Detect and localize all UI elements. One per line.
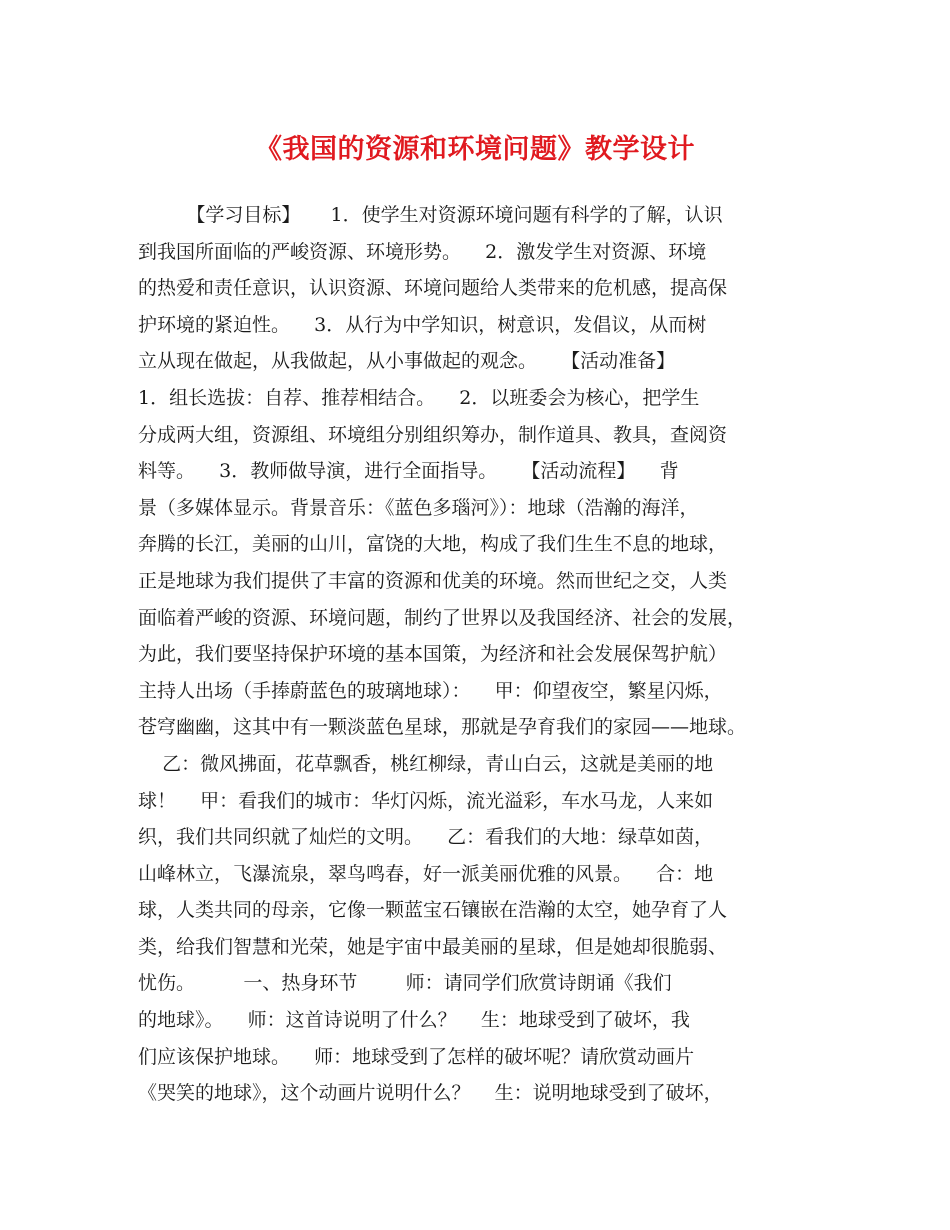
body-line: 们应该保护地球。 师：地球受到了怎样的破坏呢？请欣赏动画片 (138, 1045, 695, 1068)
body-line: 料等。 3．教师做导演，进行全面指导。 【活动流程】 背 (138, 460, 679, 483)
document-title: 《我国的资源和环境问题》教学设计 (255, 134, 695, 165)
body-line: 分成两大组，资源组、环境组分别组织筹办，制作道具、教具，查阅资 (138, 423, 728, 446)
body-line: 景（多媒体显示。背景音乐：《蓝色多瑙河》）：地球（浩瀚的海洋， (138, 496, 699, 519)
body-line: 苍穹幽幽，这其中有一颗淡蓝色星球，那就是孕育我们的家园——地球。 (138, 716, 747, 739)
body-line: 山峰林立，飞瀑流泉，翠鸟鸣春，好一派美丽优雅的风景。 合：地 (138, 862, 714, 885)
body-line: 忧伤。 一、热身环节 师：请同学们欣赏诗朗诵《我们 (138, 972, 672, 995)
body-line: 奔腾的长江，美丽的山川，富饶的大地，构成了我们生生不息的地球， (138, 533, 728, 556)
body-line: 1．组长选拔：自荐、推荐相结合。 2．以班委会为核心，把学生 (138, 386, 700, 409)
body-line: 球！ 甲：看我们的城市：华灯闪烁，流光溢彩，车水马龙，人来如 (138, 789, 714, 812)
body-line: 正是地球为我们提供了丰富的资源和优美的环境。然而世纪之交，人类 (138, 569, 728, 592)
body-line: 为此，我们要坚持保护环境的基本国策，为经济和社会发展保驾护航） (138, 643, 728, 666)
body-line: 主持人出场（手捧蔚蓝色的玻璃地球）： 甲：仰望夜空，繁星闪烁， (138, 679, 723, 702)
body-line: 乙：微风拂面，花草飘香，桃红柳绿，青山白云，这就是美丽的地 (138, 752, 714, 775)
body-line: 的热爱和责任意识，认识资源、环境问题给人类带来的危机感，提高保 (138, 277, 728, 300)
body-line: 面临着严峻的资源、环境问题，制约了世界以及我国经济、社会的发展， (138, 606, 747, 629)
body-line: 的地球》。 师：这首诗说明了什么？ 生：地球受到了破坏，我 (138, 1009, 690, 1032)
body-line: 立从现在做起，从我做起，从小事做起的观念。 【活动准备】 (138, 350, 676, 373)
body-line: 【学习目标】 1．使学生对资源环境问题有科学的了解，认识 (138, 204, 723, 226)
body-line: 到我国所面临的严峻资源、环境形势。 2．激发学生对资源、环境 (138, 240, 707, 263)
body-line: 织，我们共同织就了灿烂的文明。 乙：看我们的大地：绿草如茵， (138, 826, 714, 849)
body-line: 类，给我们智慧和光荣，她是宇宙中最美丽的星球，但是她却很脆弱、 (138, 935, 728, 958)
document-body (138, 197, 816, 1112)
body-line: 护环境的紧迫性。 3．从行为中学知识，树意识，发倡议，从而树 (138, 313, 707, 336)
body-line: 《哭笑的地球》，这个动画片说明什么？ 生：说明地球受到了破坏， (138, 1082, 723, 1105)
body-line: 球，人类共同的母亲，它像一颗蓝宝石镶嵌在浩瀚的太空，她孕育了人 (138, 899, 728, 922)
